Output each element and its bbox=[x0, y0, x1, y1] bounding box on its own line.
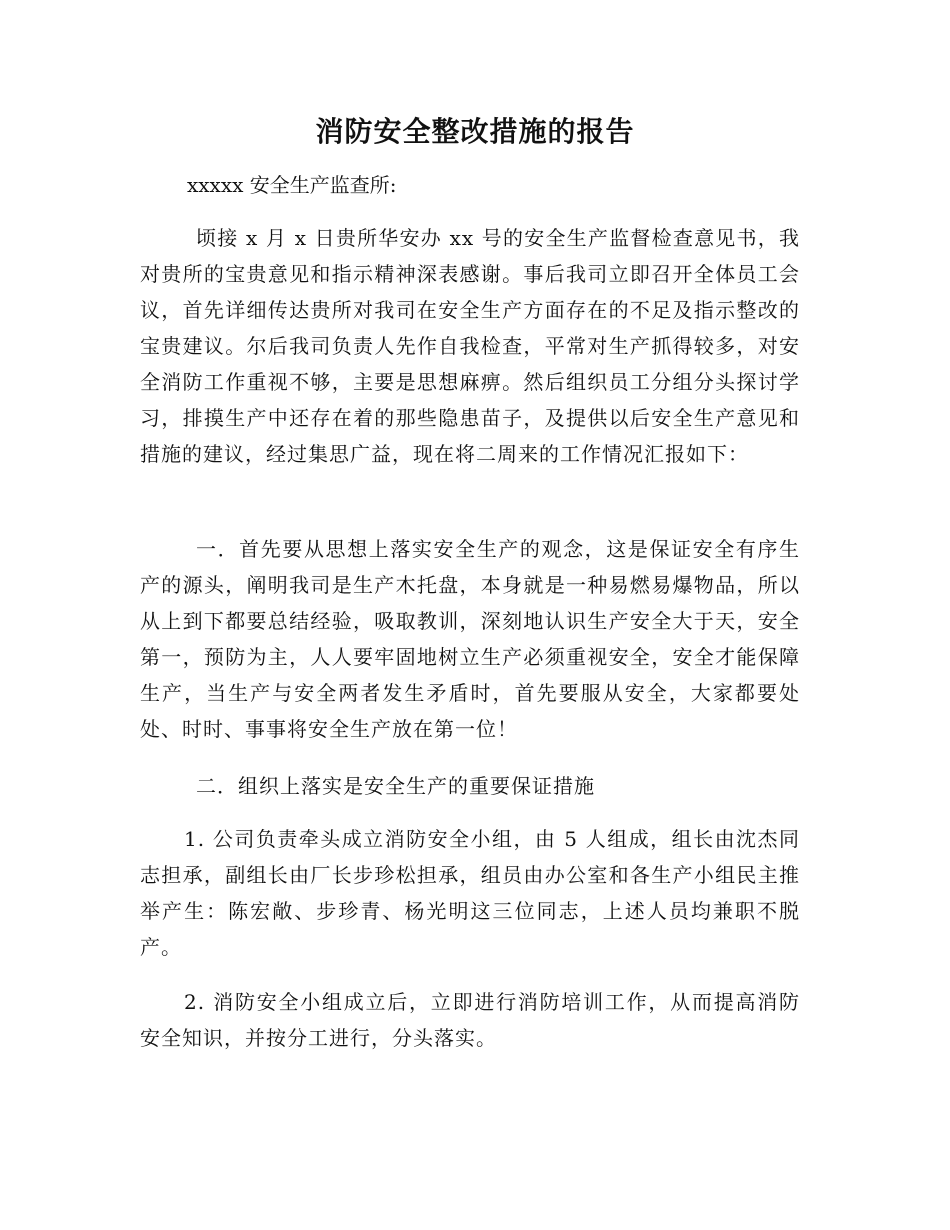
addressee-line: xxxxx 安全生产监查所: bbox=[187, 173, 397, 197]
paragraph-section-2-heading: 二．组织上落实是安全生产的重要保证措施 bbox=[196, 774, 595, 798]
paragraph-item-2: 2. 消防安全小组成立后，立即进行消防培训工作，从而提高消防安全知识，并按分工进行，分头落实。 bbox=[140, 990, 800, 1050]
paragraph-section-1: 一．首先要从思想上落实安全生产的观念，这是保证安全有序生产的源头，阐明我司是生产木托盘，本身就是一种易燃易爆物品，所以从上到下都要总结经验，吸取教训，深刻地认识生产安全大于天，安全第一，预防为主，人人要牢固地树立生产必须重视安全，安全才能保障生产，当生产与安全两者发生矛盾时，首先要服从安全，大家都要处处、时时、事事将安全生产放在第一位！ bbox=[140, 537, 800, 741]
paragraph-item-1: 1. 公司负责牵头成立消防安全小组，由 5 人组成，组长由沈杰同志担承，副组长由厂长步珍松担承，组员由办公室和各生产小组民主推举产生：陈宏敞、步珍青、杨光明这三位同志，上述人员均兼职不脱产。 bbox=[140, 827, 800, 959]
document-title: 消防安全整改措施的报告 bbox=[315, 115, 635, 148]
paragraph-intro: 顷接 x 月 x 日贵所华安办 xx 号的安全生产监督检查意见书，我对贵所的宝贵意见和指示精神深表感谢。事后我司立即召开全体员工会议，首先详细传达贵所对我司在安全生产方面存在的不足及指示整改的宝贵建议。尔后我司负责人先作自我检查，平常对生产抓得较多，对安全消防工作重视不够，主要是思想麻痹。然后组织员工分组分头探讨学习，排摸生产中还存在着的那些隐患苗子，及提供以后安全生产意见和措施的建议，经过集思广益，现在将二周来的工作情况汇报如下： bbox=[140, 226, 800, 466]
